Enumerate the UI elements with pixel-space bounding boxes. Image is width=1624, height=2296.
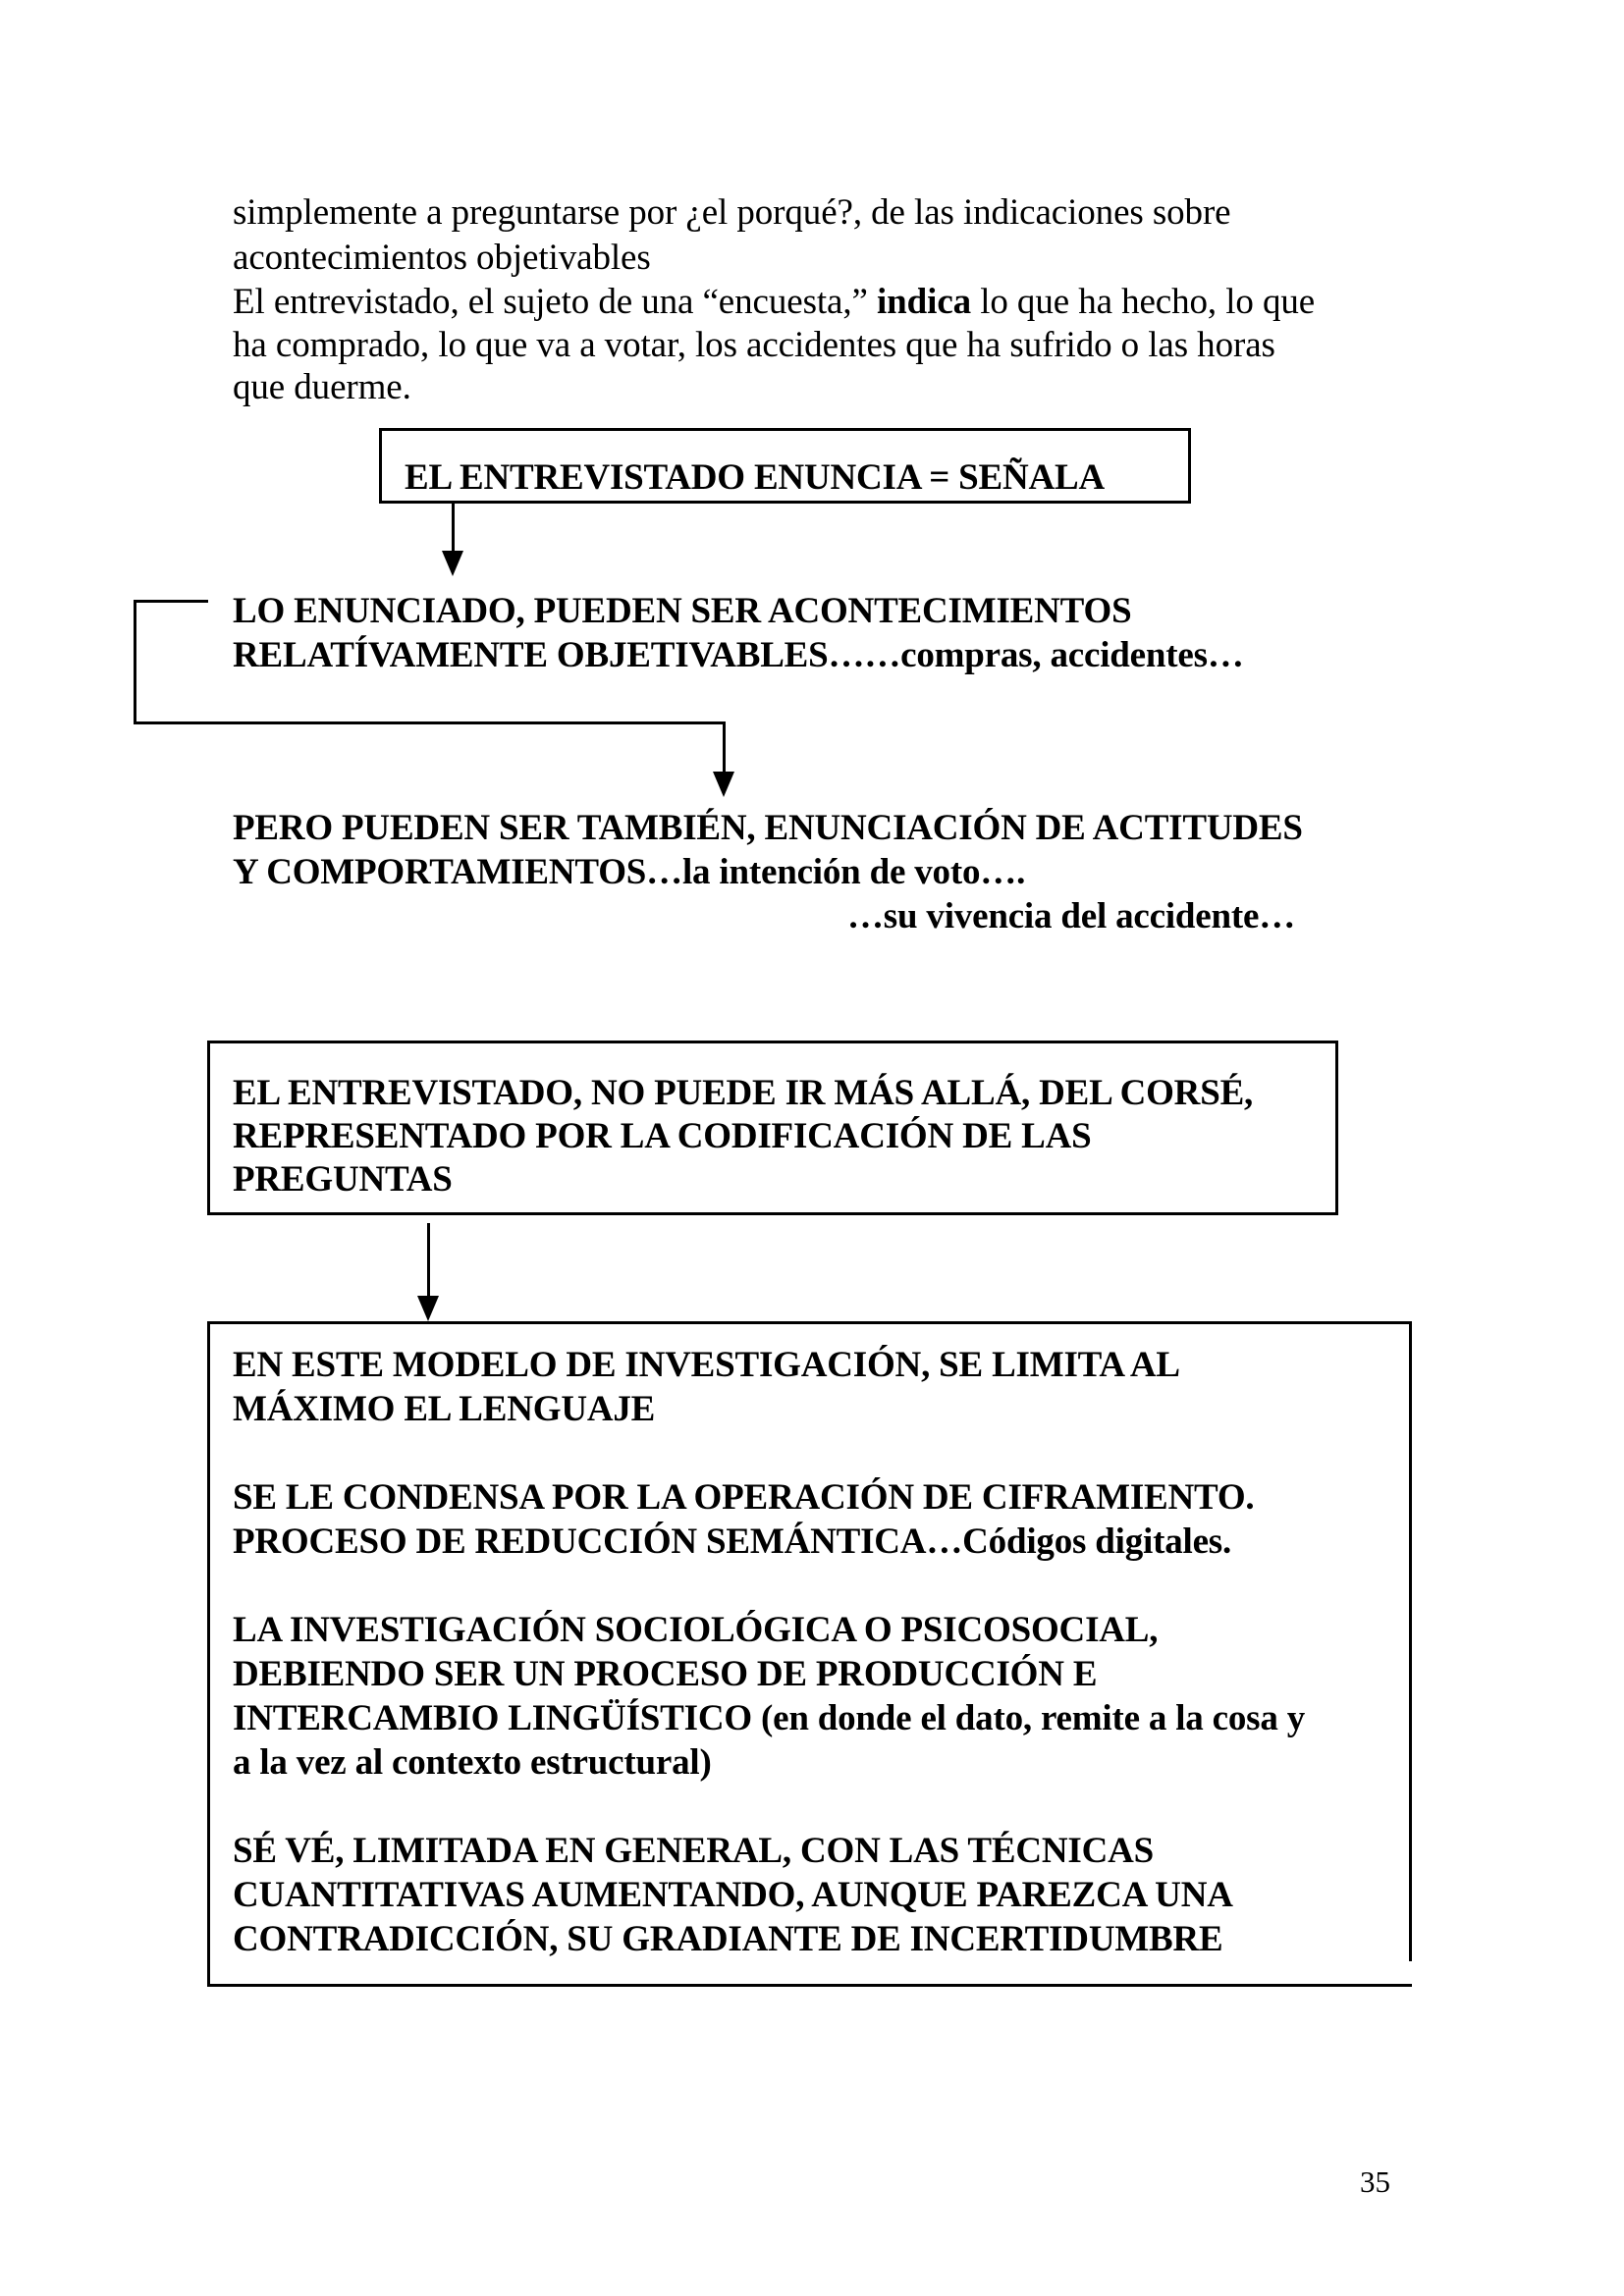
block2-line-2: Y COMPORTAMIENTOS…la intención de voto…. [233,852,1026,892]
intro-text: El entrevistado, el sujeto de una “encuesta,” [233,282,877,322]
box3-p3-line-1: LA INVESTIGACIÓN SOCIOLÓGICA O PSICOSOCIAL, [233,1610,1159,1650]
bracket-left-line [134,600,136,724]
box2-line-1: EL ENTREVISTADO, NO PUEDE IR MÁS ALLÁ, DEL CORSÉ, [233,1073,1254,1113]
box3-left-line [207,1321,210,1987]
arrow-line [452,503,455,554]
arrow-down-icon [417,1296,439,1321]
block2-line-1: PERO PUEDEN SER TAMBIÉN, ENUNCIACIÓN DE ACTITUDES [233,808,1303,848]
box3-bottom-line [207,1984,1412,1987]
bracket-arrow-line [723,721,726,774]
intro-line-2: acontecimientos objetivables [233,238,651,278]
box3-right-line [1409,1321,1412,1961]
box1-title: EL ENTREVISTADO ENUNCIA = SEÑALA [405,457,1106,498]
box3-p3-line-3: INTERCAMBIO LINGÜÍSTICO (en donde el dato, remite a la cosa y [233,1698,1306,1738]
bracket-top-line [134,600,208,603]
intro-line-4: ha comprado, lo que va a votar, los accidentes que ha sufrido o las horas [233,325,1275,365]
box3-p2-line-2: PROCESO DE REDUCCIÓN SEMÁNTICA…Códigos digitales. [233,1522,1232,1562]
block2-line-3: …su vivencia del accidente… [847,896,1296,936]
box3-p3-line-2: DEBIENDO SER UN PROCESO DE PRODUCCIÓN E [233,1654,1098,1694]
block1-line-1: LO ENUNCIADO, PUEDEN SER ACONTECIMIENTOS [233,591,1132,631]
box2-line-3: PREGUNTAS [233,1159,453,1200]
box3-p4-line-1: SÉ VÉ, LIMITADA EN GENERAL, CON LAS TÉCNICAS [233,1831,1155,1871]
box2-line-2: REPRESENTADO POR LA CODIFICACIÓN DE LAS [233,1116,1092,1156]
intro-line-5: que duerme. [233,367,411,407]
arrow-down-icon [442,551,463,576]
box3-p3-line-4: a la vez al contexto estructural) [233,1742,712,1783]
box3-p4-line-2: CUANTITATIVAS AUMENTANDO, AUNQUE PAREZCA UNA [233,1875,1233,1915]
intro-line-1: simplemente a preguntarse por ¿el porqué?, de las indicaciones sobre [233,192,1231,233]
intro-line-3 [233,284,1315,320]
intro-text: lo que ha hecho, lo que [971,282,1316,322]
box3-p4-line-3: CONTRADICCIÓN, SU GRADIANTE DE INCERTIDUMBRE [233,1919,1223,1959]
box3-p1-line-2: MÁXIMO EL LENGUAJE [233,1389,656,1429]
arrow-down-icon [713,772,734,797]
box3-p1-line-1: EN ESTE MODELO DE INVESTIGACIÓN, SE LIMITA AL [233,1345,1180,1385]
block1-line-2: RELATÍVAMENTE OBJETIVABLES……compras, accidentes… [233,635,1244,675]
emphasis-indica: indica [877,282,972,322]
box3-top-line [207,1321,1412,1324]
arrow-line [427,1223,430,1298]
bracket-bottom-line [134,721,726,724]
box3-p2-line-1: SE LE CONDENSA POR LA OPERACIÓN DE CIFRAMIENTO. [233,1477,1255,1518]
page-number: 35 [1360,2164,1390,2199]
